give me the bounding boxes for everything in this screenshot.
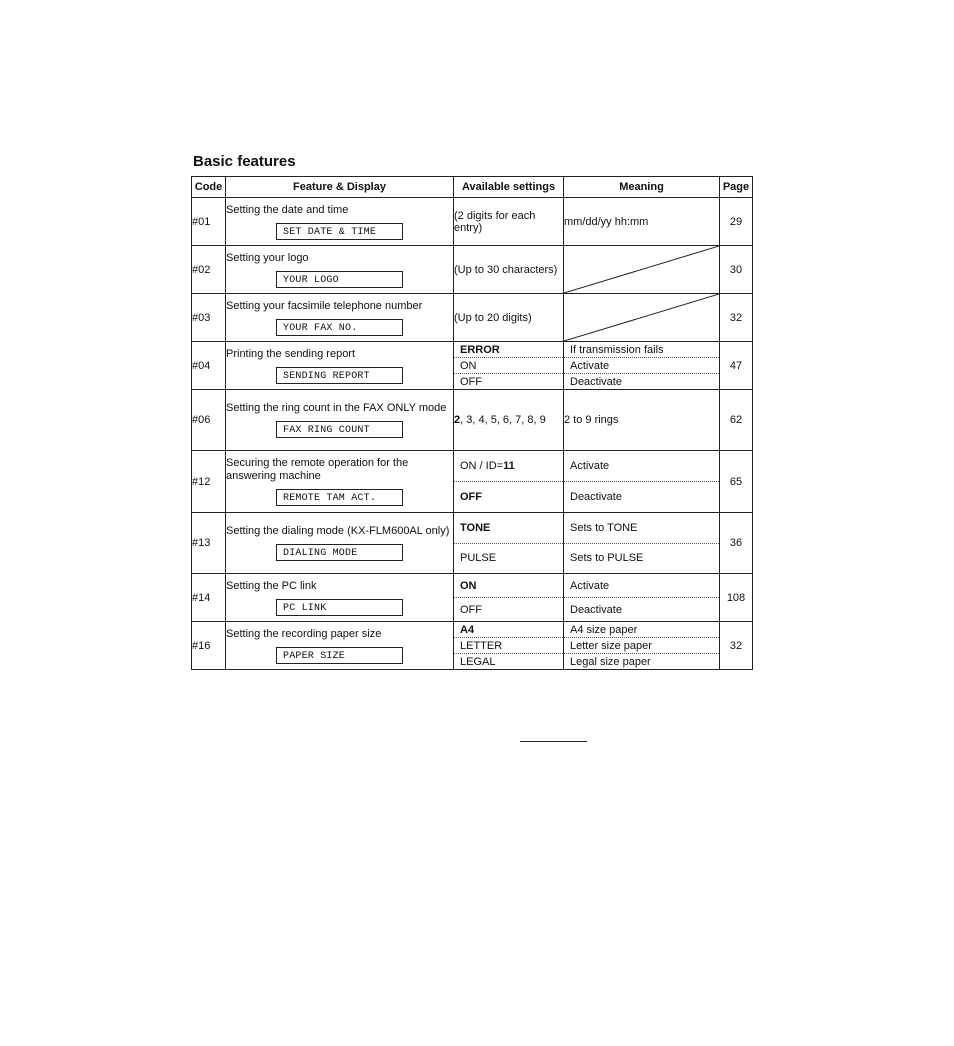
basic-features-table [191, 176, 753, 670]
settings-cell: (2 digits for each entry) [454, 198, 564, 246]
meaning-option: Activate [564, 574, 719, 598]
meaning-cell [564, 451, 720, 513]
row-code: #01 [192, 198, 226, 246]
table-row [192, 390, 753, 451]
settings-cell: (Up to 30 characters) [454, 246, 564, 294]
lcd-display: PAPER SIZE [276, 647, 403, 664]
table-row [192, 513, 753, 574]
feature-label: Setting the recording paper size [226, 627, 382, 640]
feature-cell [226, 246, 454, 294]
feature-label: Setting the date and time [226, 203, 349, 216]
meaning-option: Deactivate [570, 491, 622, 503]
default-setting: 2 [454, 414, 461, 426]
meaning-cell [564, 513, 720, 574]
header-settings: Available settings [454, 177, 564, 198]
meaning-cell-empty [564, 246, 720, 294]
feature-label: Securing the remote operation for the answering machine [226, 457, 409, 482]
feature-cell [226, 294, 454, 342]
row-code: #02 [192, 246, 226, 294]
page-cell: 32 [720, 622, 753, 670]
other-settings: , 3, 4, 5, 6, 7, 8, 9 [460, 414, 546, 426]
feature-label: Setting the dialing mode (KX-FLM600AL only) [226, 525, 450, 537]
table-row [192, 622, 753, 670]
settings-cell [454, 451, 564, 513]
row-code: #13 [192, 513, 226, 574]
feature-label: Setting the PC link [226, 579, 317, 592]
row-code: #04 [192, 342, 226, 390]
feature-cell [226, 622, 454, 670]
table-row [192, 198, 753, 246]
row-code: #03 [192, 294, 226, 342]
setting-option: ON [454, 574, 563, 598]
meaning-cell [564, 342, 720, 390]
page-cell: 47 [720, 342, 753, 390]
meaning-option: Activate [564, 451, 719, 482]
row-code: #14 [192, 574, 226, 622]
default-id: 11 [503, 460, 515, 472]
table-row [192, 294, 753, 342]
feature-cell [226, 342, 454, 390]
option-prefix: ON / ID= [460, 460, 504, 472]
setting-option: ON [454, 358, 563, 374]
lcd-display: FAX RING COUNT [276, 421, 403, 438]
lcd-display: DIALING MODE [276, 544, 403, 561]
header-feature: Feature & Display [226, 177, 454, 198]
settings-cell [454, 390, 564, 451]
meaning-cell: mm/dd/yy hh:mm [564, 198, 720, 246]
setting-option: A4 [454, 622, 563, 638]
meaning-option: Activate [564, 358, 719, 374]
page-cell: 108 [720, 574, 753, 622]
setting-option: PULSE [460, 552, 497, 565]
settings-cell [454, 622, 564, 670]
table-row [192, 451, 753, 513]
settings-cell [454, 574, 564, 622]
section-title: Basic features [193, 153, 296, 170]
table-row [192, 574, 753, 622]
lcd-display: YOUR LOGO [276, 271, 403, 288]
page-cell: 32 [720, 294, 753, 342]
meaning-cell [564, 622, 720, 670]
setting-option: LEGAL [460, 655, 496, 668]
meaning-cell: 2 to 9 rings [564, 390, 720, 451]
setting-option: OFF [460, 491, 482, 503]
meaning-option: Sets to TONE [564, 513, 719, 544]
feature-label: Setting the ring count in the FAX ONLY mode [226, 402, 447, 414]
lcd-display: SET DATE & TIME [276, 223, 403, 240]
meaning-cell [564, 574, 720, 622]
table-row [192, 342, 753, 390]
row-code: #16 [192, 622, 226, 670]
lcd-display: REMOTE TAM ACT. [276, 489, 403, 506]
lcd-display: YOUR FAX NO. [276, 319, 403, 336]
setting-option: TONE [454, 513, 563, 544]
feature-cell [226, 574, 454, 622]
row-code: #06 [192, 390, 226, 451]
meaning-option: Legal size paper [570, 655, 651, 668]
row-code: #12 [192, 451, 226, 513]
meaning-option: Letter size paper [564, 638, 719, 654]
meaning-cell-empty [564, 294, 720, 342]
setting-option: OFF [460, 603, 482, 616]
table-row [192, 246, 753, 294]
page-number-rule [520, 741, 587, 742]
header-page: Page [720, 177, 753, 198]
setting-option [454, 451, 563, 482]
page-cell: 65 [720, 451, 753, 513]
table-header-row [192, 177, 753, 198]
feature-cell [226, 390, 454, 451]
feature-cell [226, 513, 454, 574]
setting-option: LETTER [454, 638, 563, 654]
diagonal-line [564, 246, 719, 293]
meaning-option: Sets to PULSE [570, 552, 644, 565]
header-code: Code [192, 177, 226, 198]
settings-cell [454, 513, 564, 574]
feature-label: Printing the sending report [226, 347, 356, 360]
diagonal-line [564, 294, 719, 341]
feature-cell [226, 198, 454, 246]
page-cell: 62 [720, 390, 753, 451]
page-cell: 36 [720, 513, 753, 574]
page-cell: 29 [720, 198, 753, 246]
meaning-option: Deactivate [570, 375, 622, 388]
feature-label: Setting your facsimile telephone number [226, 299, 423, 312]
setting-option: ERROR [454, 342, 563, 358]
setting-option: OFF [460, 375, 482, 388]
lcd-display: PC LINK [276, 599, 403, 616]
meaning-option: If transmission fails [564, 342, 719, 358]
page-cell: 30 [720, 246, 753, 294]
settings-cell: (Up to 20 digits) [454, 294, 564, 342]
meaning-option: A4 size paper [564, 622, 719, 638]
settings-cell [454, 342, 564, 390]
lcd-display: SENDING REPORT [276, 367, 403, 384]
feature-cell [226, 451, 454, 513]
feature-label: Setting your logo [226, 251, 309, 264]
meaning-option: Deactivate [570, 603, 622, 616]
header-meaning: Meaning [564, 177, 720, 198]
